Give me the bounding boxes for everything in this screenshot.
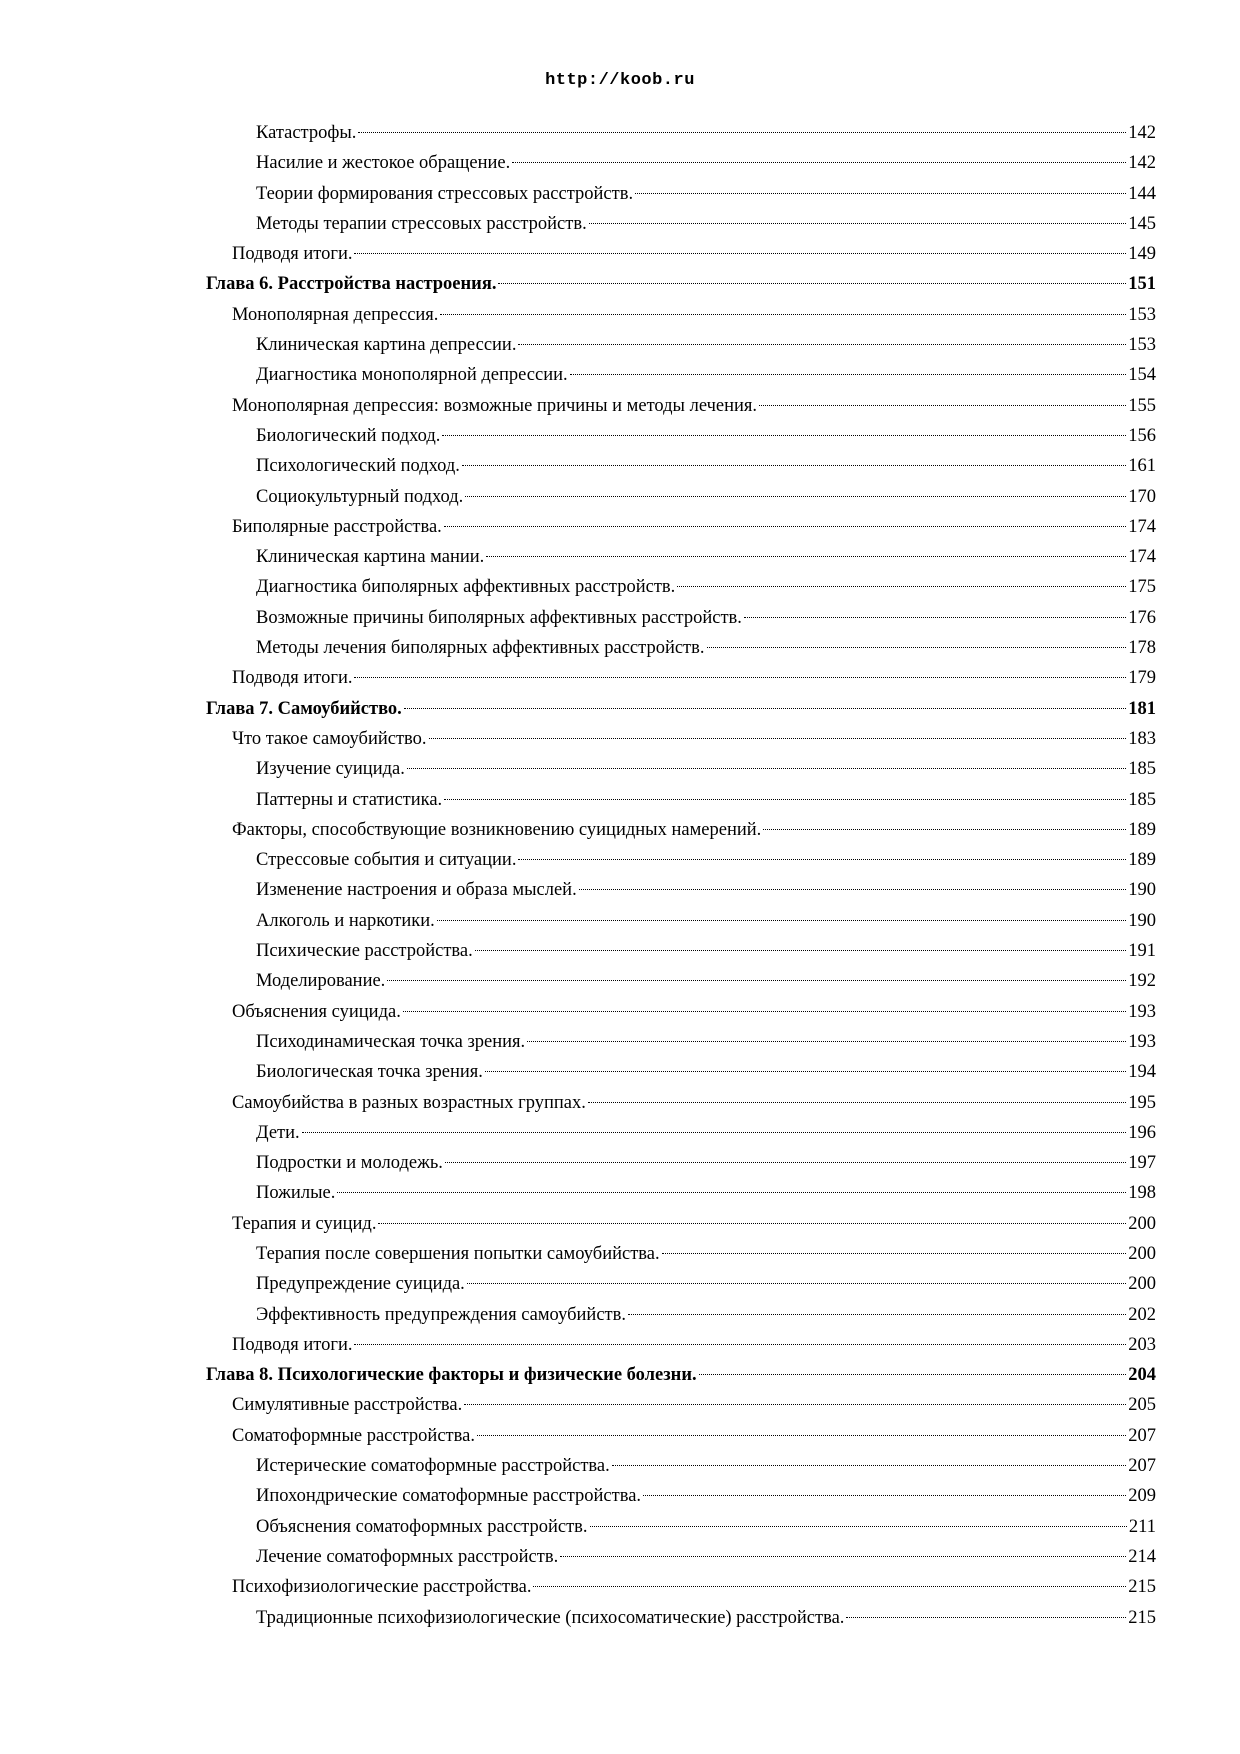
toc-subsection-entry (206, 360, 1156, 390)
toc-entry-title: Что такое самоубийство. (232, 728, 427, 749)
toc-entry-title: Алкоголь и наркотики. (256, 910, 435, 931)
toc-entry-title: Биполярные расстройства. (232, 516, 442, 537)
dot-leader (354, 252, 1126, 254)
toc-entry-page-number: 215 (1128, 1577, 1156, 1598)
toc-entry-page-number: 183 (1128, 728, 1156, 749)
toc-entry-title: Диагностика биполярных аффективных расстройств. (256, 577, 676, 598)
dot-leader (302, 1131, 1127, 1133)
dot-leader (677, 585, 1126, 587)
toc-section-entry (206, 1088, 1156, 1118)
toc-subsection-entry (206, 875, 1156, 905)
toc-entry-title: Психофизиологические расстройства. (232, 1577, 532, 1598)
toc-entry-title: Паттерны и статистика. (256, 789, 443, 810)
toc-entry-title: Моделирование. (256, 971, 386, 992)
dot-leader (403, 1010, 1126, 1012)
toc-entry-title: Соматоформные расстройства. (232, 1425, 475, 1446)
toc-subsection-entry (206, 1481, 1156, 1511)
toc-entry-page-number: 193 (1128, 1031, 1156, 1052)
toc-subsection-entry (206, 633, 1156, 663)
toc-chapter-entry (206, 269, 1156, 299)
toc-entry-title: Катастрофы. (256, 123, 357, 143)
toc-subsection-entry (206, 148, 1156, 178)
toc-section-entry (206, 512, 1156, 542)
toc-entry-page-number: 196 (1128, 1122, 1156, 1143)
dot-leader (518, 343, 1126, 345)
dot-leader (477, 1434, 1126, 1436)
dot-leader (465, 495, 1126, 497)
dot-leader (440, 313, 1126, 315)
dot-leader (464, 1403, 1126, 1405)
toc-section-entry (206, 663, 1156, 693)
toc-entry-title: Факторы, способствующие возникновению суицидных намерений. (232, 819, 762, 840)
dot-leader (699, 1373, 1127, 1375)
toc-subsection-entry (206, 754, 1156, 784)
dot-leader (475, 949, 1126, 951)
toc-subsection-entry (206, 1542, 1156, 1572)
toc-entry-page-number: 215 (1128, 1607, 1156, 1628)
toc-entry-title: Изменение настроения и образа мыслей. (256, 880, 577, 901)
toc-entry-title: Традиционные психофизиологические (психосоматические) расстройства. (256, 1607, 845, 1628)
dot-leader (744, 616, 1126, 618)
toc-entry-title: Предупреждение суицида. (256, 1274, 465, 1295)
toc-entry-title: Пожилые. (256, 1183, 336, 1204)
toc-subsection-entry (206, 966, 1156, 996)
toc-entry-title: Ипохондрические соматоформные расстройства. (256, 1486, 642, 1507)
toc-entry-title: Объяснения суицида. (232, 1001, 401, 1022)
toc-section-entry (206, 1390, 1156, 1420)
toc-subsection-entry (206, 1603, 1156, 1633)
dot-leader (579, 888, 1127, 890)
toc-entry-page-number: 185 (1128, 789, 1156, 810)
toc-entry-title: Психические расстройства. (256, 941, 473, 962)
toc-section-entry (206, 239, 1156, 269)
table-of-contents (206, 118, 1156, 1633)
toc-subsection-entry (206, 1300, 1156, 1330)
toc-subsection-entry (206, 1178, 1156, 1208)
toc-entry-page-number: 153 (1128, 304, 1156, 325)
toc-subsection-entry (206, 1512, 1156, 1542)
toc-subsection-entry (206, 421, 1156, 451)
toc-entry-page-number: 185 (1128, 759, 1156, 780)
dot-leader (763, 828, 1126, 830)
toc-entry-title: Подростки и молодежь. (256, 1153, 443, 1174)
toc-entry-title: Психологический подход. (256, 456, 460, 477)
dot-leader (846, 1616, 1126, 1618)
toc-entry-title: Дети. (256, 1122, 300, 1143)
dot-leader (387, 979, 1126, 981)
dot-leader (588, 1101, 1126, 1103)
dot-leader (486, 555, 1126, 557)
dot-leader (404, 707, 1126, 709)
dot-leader (527, 1040, 1126, 1042)
toc-subsection-entry (206, 330, 1156, 360)
toc-entry-title: Симулятивные расстройства. (232, 1395, 463, 1416)
dot-leader (445, 1161, 1126, 1163)
toc-entry-page-number: 190 (1128, 880, 1156, 901)
dot-leader (354, 676, 1126, 678)
toc-entry-title: Методы терапии стрессовых расстройств. (256, 213, 587, 234)
toc-subsection-entry (206, 906, 1156, 936)
dot-leader (643, 1494, 1126, 1496)
toc-section-entry (206, 300, 1156, 330)
toc-entry-title: Терапия и суицид. (232, 1213, 377, 1234)
toc-entry-title: Терапия после совершения попытки самоубийства. (256, 1243, 660, 1264)
toc-section-entry (206, 391, 1156, 421)
toc-subsection-entry (206, 118, 1156, 148)
dot-leader (498, 282, 1126, 284)
toc-entry-title: Глава 8. Психологические факторы и физические болезни. (206, 1365, 697, 1386)
toc-entry-page-number: 178 (1128, 638, 1156, 659)
toc-entry-page-number: 197 (1128, 1153, 1156, 1174)
toc-entry-page-number: 142 (1128, 123, 1156, 143)
dot-leader (570, 373, 1127, 375)
dot-leader (512, 161, 1126, 163)
toc-entry-page-number: 155 (1128, 395, 1156, 416)
toc-subsection-entry (206, 785, 1156, 815)
toc-entry-title: Подводя итоги. (232, 1334, 353, 1355)
toc-entry-page-number: 207 (1128, 1456, 1156, 1477)
toc-entry-title: Объяснения соматоформных расстройств. (256, 1516, 588, 1537)
dot-leader (378, 1222, 1126, 1224)
toc-entry-page-number: 145 (1128, 213, 1156, 234)
page-header-url: http://koob.ru (545, 71, 695, 90)
toc-entry-page-number: 198 (1128, 1183, 1156, 1204)
toc-entry-page-number: 153 (1128, 335, 1156, 356)
toc-entry-page-number: 211 (1128, 1516, 1156, 1537)
toc-entry-page-number: 156 (1128, 425, 1156, 446)
toc-entry-title: Диагностика монополярной депрессии. (256, 365, 568, 386)
toc-entry-page-number: 214 (1128, 1546, 1156, 1567)
toc-entry-page-number: 144 (1128, 183, 1156, 204)
toc-subsection-entry (206, 1027, 1156, 1057)
dot-leader (590, 1525, 1127, 1527)
toc-entry-title: Клиническая картина депрессии. (256, 335, 517, 356)
toc-entry-title: Биологический подход. (256, 425, 441, 446)
toc-entry-page-number: 149 (1128, 244, 1156, 265)
dot-leader (444, 798, 1126, 800)
toc-entry-page-number: 200 (1128, 1243, 1156, 1264)
toc-subsection-entry (206, 1057, 1156, 1087)
toc-entry-title: Подводя итоги. (232, 244, 353, 265)
toc-subsection-entry (206, 542, 1156, 572)
toc-subsection-entry (206, 451, 1156, 481)
toc-entry-page-number: 161 (1128, 456, 1156, 477)
toc-entry-page-number: 190 (1128, 910, 1156, 931)
toc-entry-title: Эффективность предупреждения самоубийств. (256, 1304, 626, 1325)
toc-entry-title: Подводя итоги. (232, 668, 353, 689)
toc-subsection-entry (206, 209, 1156, 239)
toc-entry-title: Монополярная депрессия. (232, 304, 439, 325)
toc-entry-page-number: 176 (1128, 607, 1156, 628)
toc-section-entry (206, 1209, 1156, 1239)
toc-entry-title: Клиническая картина мании. (256, 547, 485, 568)
toc-subsection-entry (206, 1239, 1156, 1269)
toc-entry-page-number: 200 (1128, 1213, 1156, 1234)
toc-entry-title: Самоубийства в разных возрастных группах. (232, 1092, 586, 1113)
toc-entry-title: Монополярная депрессия: возможные причины и методы лечения. (232, 395, 758, 416)
toc-subsection-entry (206, 179, 1156, 209)
toc-entry-page-number: 207 (1128, 1425, 1156, 1446)
toc-entry-title: Насилие и жестокое обращение. (256, 153, 511, 174)
toc-entry-title: Возможные причины биполярных аффективных расстройств. (256, 607, 742, 628)
dot-leader (485, 1070, 1126, 1072)
toc-entry-page-number: 205 (1128, 1395, 1156, 1416)
dot-leader (467, 1282, 1126, 1284)
toc-entry-page-number: 209 (1128, 1486, 1156, 1507)
toc-subsection-entry (206, 1451, 1156, 1481)
toc-entry-page-number: 193 (1128, 1001, 1156, 1022)
dot-leader (662, 1252, 1127, 1254)
toc-section-entry (206, 1421, 1156, 1451)
toc-section-entry (206, 724, 1156, 754)
toc-entry-page-number: 191 (1128, 941, 1156, 962)
toc-entry-page-number: 154 (1128, 365, 1156, 386)
toc-chapter-entry (206, 694, 1156, 724)
dot-leader (589, 222, 1127, 224)
dot-leader (429, 737, 1127, 739)
dot-leader (442, 434, 1126, 436)
toc-entry-title: Стрессовые события и ситуации. (256, 850, 517, 871)
toc-entry-page-number: 189 (1128, 850, 1156, 871)
toc-entry-page-number: 194 (1128, 1062, 1156, 1083)
toc-entry-page-number: 174 (1128, 547, 1156, 568)
toc-entry-page-number: 175 (1128, 577, 1156, 598)
dot-leader (444, 525, 1126, 527)
toc-entry-page-number: 151 (1128, 274, 1156, 295)
dot-leader (337, 1191, 1126, 1193)
toc-subsection-entry (206, 1269, 1156, 1299)
dot-leader (533, 1585, 1126, 1587)
toc-subsection-entry (206, 482, 1156, 512)
toc-section-entry (206, 1572, 1156, 1602)
toc-entry-page-number: 195 (1128, 1092, 1156, 1113)
dot-leader (518, 858, 1126, 860)
toc-entry-page-number: 204 (1128, 1365, 1156, 1386)
toc-entry-title: Социокультурный подход. (256, 486, 464, 507)
toc-entry-title: Методы лечения биполярных аффективных расстройств. (256, 638, 705, 659)
toc-subsection-entry (206, 1148, 1156, 1178)
toc-subsection-entry (206, 572, 1156, 602)
toc-section-entry (206, 815, 1156, 845)
dot-leader (628, 1313, 1126, 1315)
toc-chapter-entry (206, 1360, 1156, 1390)
toc-entry-title: Истерические соматоформные расстройства. (256, 1456, 610, 1477)
dot-leader (707, 646, 1127, 648)
toc-entry-page-number: 170 (1128, 486, 1156, 507)
toc-entry-page-number: 203 (1128, 1334, 1156, 1355)
toc-subsection-entry (206, 845, 1156, 875)
toc-entry-page-number: 181 (1128, 698, 1156, 719)
toc-entry-title: Лечение соматоформных расстройств. (256, 1546, 559, 1567)
toc-entry-title: Глава 7. Самоубийство. (206, 698, 402, 719)
dot-leader (407, 767, 1126, 769)
toc-entry-page-number: 174 (1128, 516, 1156, 537)
toc-entry-page-number: 192 (1128, 971, 1156, 992)
dot-leader (612, 1464, 1127, 1466)
toc-entry-page-number: 189 (1128, 819, 1156, 840)
toc-subsection-entry (206, 603, 1156, 633)
dot-leader (358, 131, 1126, 133)
toc-entry-page-number: 200 (1128, 1274, 1156, 1295)
dot-leader (560, 1555, 1126, 1557)
toc-subsection-entry (206, 936, 1156, 966)
toc-entry-title: Психодинамическая точка зрения. (256, 1031, 526, 1052)
toc-section-entry (206, 1330, 1156, 1360)
toc-section-entry (206, 997, 1156, 1027)
toc-entry-title: Изучение суицида. (256, 759, 405, 780)
toc-entry-page-number: 179 (1128, 668, 1156, 689)
toc-entry-page-number: 202 (1128, 1304, 1156, 1325)
dot-leader (759, 404, 1126, 406)
toc-subsection-entry (206, 1118, 1156, 1148)
dot-leader (635, 192, 1126, 194)
toc-entry-page-number: 142 (1128, 153, 1156, 174)
toc-entry-title: Глава 6. Расстройства настроения. (206, 274, 497, 295)
toc-entry-title: Биологическая точка зрения. (256, 1062, 483, 1083)
dot-leader (437, 919, 1126, 921)
dot-leader (462, 464, 1126, 466)
toc-entry-title: Теории формирования стрессовых расстройств. (256, 183, 634, 204)
dot-leader (354, 1343, 1126, 1345)
